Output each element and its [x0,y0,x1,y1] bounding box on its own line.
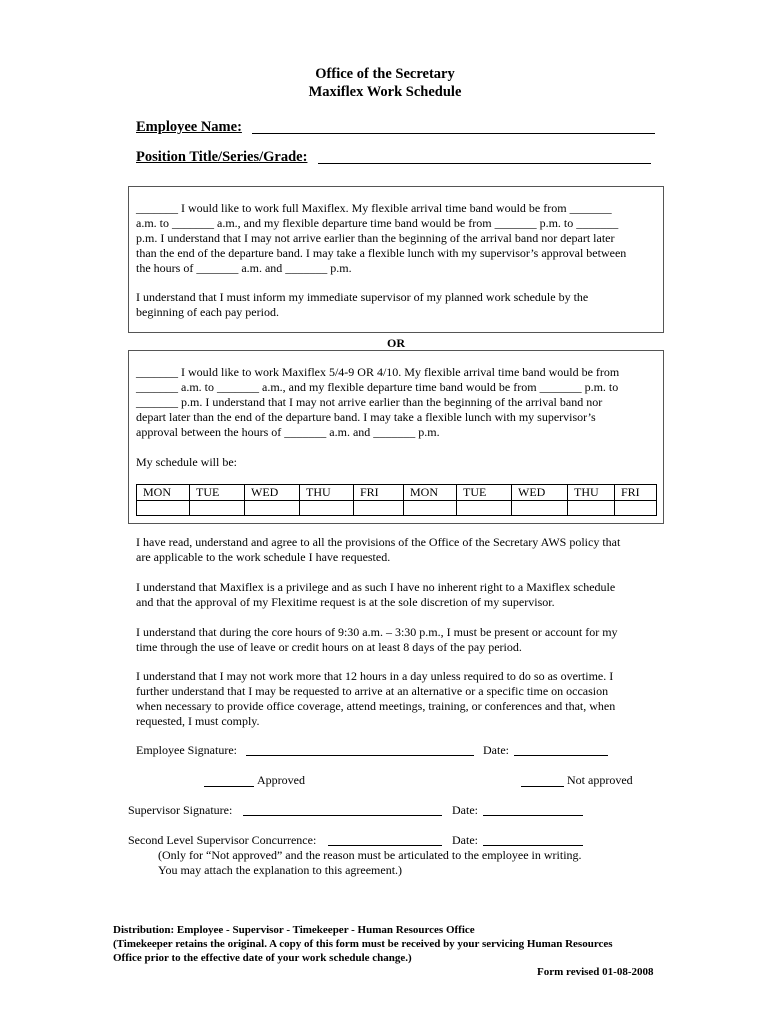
supervisor-signature-line[interactable] [243,814,442,816]
schedule-cell[interactable] [404,501,457,516]
agreement-aws-policy: I have read, understand and agree to all the provisions of the Office of the Secretary AWS policy that are applicable to the work schedule I have requested. [136,535,621,564]
day-header: MON [404,485,457,501]
employee-name-label: Employee Name: [136,119,242,135]
employee-date-line[interactable] [514,754,608,756]
day-header: TUE [457,485,512,501]
agreement-overtime: I understand that I may not work more that 12 hours in a day unless required to do so as overtime. I further understand that I may be requested to arrive at an alternative or a specific time on occasion when necessary to provide office coverage, attend meetings, training, or conferences and that, when requested, I must comply. [136,669,616,728]
distribution-line-2: (Timekeeper retains the original. A copy of this form must be received by your servicing Human Resources [113,938,613,950]
day-header: MON [137,485,190,501]
day-header: WED [512,485,568,501]
or-separator: OR [387,336,405,350]
not-approved-label: Not approved [567,773,633,787]
supervisor-date-line[interactable] [483,814,583,816]
agreement-core-hours: I understand that during the core hours of 9:30 a.m. – 3:30 p.m., I must be present or account for my time through the use of leave or credit hours on at least 8 days of the pay period. [136,625,618,654]
maxiflex-5-4-9-paragraph: _______ I would like to work Maxiflex 5/4-9 OR 4/10. My flexible arrival time band would be from _______ a.m. to _______ a.m., and my flexible departure time band would be from _______ p.m. to _______ p.m. I understand that I may not arrive earlier than the beginning of the arrival band nor depart later than the end of the departure band. I may take a flexible lunch with my supervisor’s approval between the hours of _______ a.m. and _______ p.m. [136,365,620,439]
second-level-date-line[interactable] [483,844,583,846]
day-header: TUE [190,485,245,501]
schedule-table [136,484,657,516]
day-header: WED [245,485,300,501]
form-title-line-1: Office of the Secretary [315,66,455,82]
second-level-signature-line[interactable] [328,844,442,846]
second-level-label: Second Level Supervisor Concurrence: [128,833,317,847]
inform-supervisor-paragraph: I understand that I must inform my immediate supervisor of my planned work schedule by the beginning of each pay period. [136,290,589,319]
agreement-maxiflex-privilege: I understand that Maxiflex is a privilege and as such I have no inherent right to a Maxiflex schedule and that the approval of my Flexitime request is at the sole discretion of my supervisor. [136,580,616,609]
schedule-cell[interactable] [457,501,512,516]
employee-signature-line[interactable] [246,754,474,756]
schedule-entry-row [137,501,657,516]
full-maxiflex-paragraph: _______ I would like to work full Maxiflex. My flexible arrival time band would be from _______ a.m. to _______ a.m., and my flexible departure time band would be from _______ p.m. to _______ p.m. I understand that I may not arrive earlier than the beginning of the arrival band nor depart later than the end of the departure band. I may take a flexible lunch with my supervisor’s approval between the hours of _______ a.m. and _______ p.m. [136,201,627,275]
distribution-line-1: Distribution: Employee - Supervisor - Timekeeper - Human Resources Office [113,924,475,936]
schedule-label: My schedule will be: [136,455,237,469]
schedule-cell[interactable] [568,501,615,516]
not-approved-note: (Only for “Not approved” and the reason must be articulated to the employee in writing. You may attach the explanation to this agreement.) [158,848,582,877]
schedule-cell[interactable] [300,501,354,516]
distribution-line-3: Office prior to the effective date of your work schedule change.) [113,952,412,964]
employee-date-label: Date: [483,743,509,757]
not-approved-checkline[interactable] [521,785,564,787]
day-header: THU [300,485,354,501]
schedule-cell[interactable] [137,501,190,516]
schedule-header-row [137,485,657,501]
form-revised-date: Form revised 01-08-2008 [537,966,654,978]
supervisor-signature-label: Supervisor Signature: [128,803,233,817]
form-title-line-2: Maxiflex Work Schedule [308,84,462,100]
approved-checkline[interactable] [204,785,254,787]
day-header: THU [568,485,615,501]
second-level-date-label: Date: [452,833,478,847]
schedule-cell[interactable] [354,501,404,516]
schedule-cell[interactable] [512,501,568,516]
approved-label: Approved [257,773,305,787]
schedule-cell[interactable] [190,501,245,516]
position-title-label: Position Title/Series/Grade: [136,149,308,165]
schedule-cell[interactable] [245,501,300,516]
employee-signature-label: Employee Signature: [136,743,237,757]
day-header: FRI [615,485,657,501]
supervisor-date-label: Date: [452,803,478,817]
day-header: FRI [354,485,404,501]
schedule-cell[interactable] [615,501,657,516]
employee-name-field[interactable] [252,132,655,134]
position-title-field[interactable] [318,162,651,164]
